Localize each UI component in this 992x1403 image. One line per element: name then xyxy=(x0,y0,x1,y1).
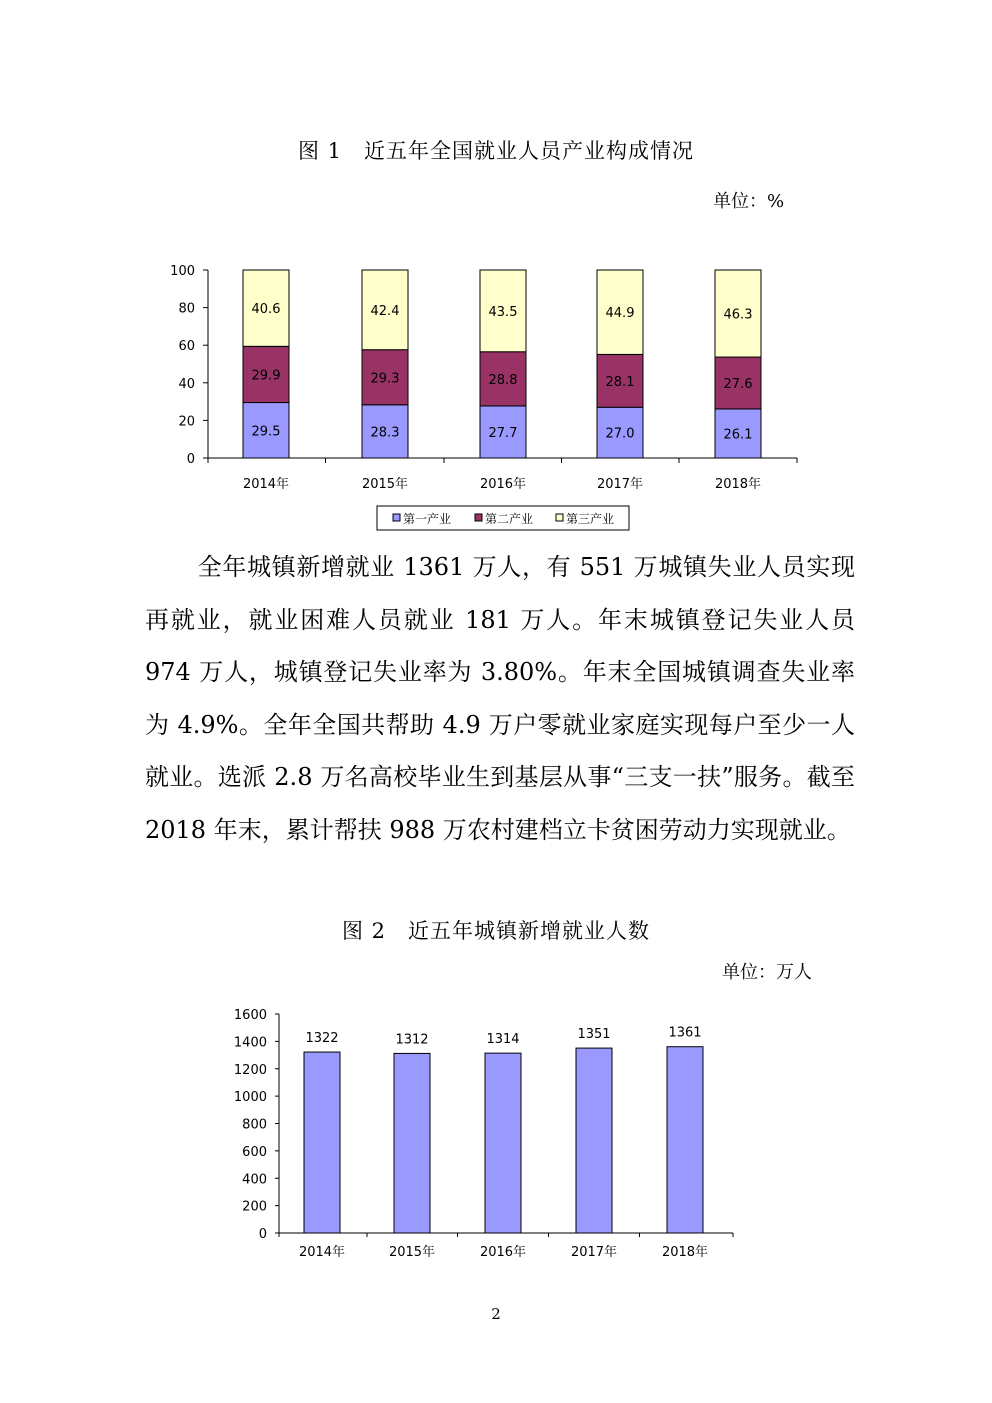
y-tick-label: 80 xyxy=(178,301,195,317)
figure1-chart xyxy=(0,0,992,540)
figure2-chart xyxy=(0,995,992,1275)
y-tick-label: 0 xyxy=(258,1227,267,1242)
data-label: 42.4 xyxy=(370,303,400,319)
x-tick-label: 2015年 xyxy=(361,477,409,492)
data-label: 28.1 xyxy=(605,374,635,390)
y-tick-label: 1400 xyxy=(233,1035,267,1051)
y-tick-label: 200 xyxy=(242,1199,267,1215)
x-tick-label: 2014年 xyxy=(242,477,290,492)
x-tick-label: 2016年 xyxy=(479,477,527,492)
y-tick-label: 0 xyxy=(186,452,195,467)
bar xyxy=(667,1047,703,1233)
bar xyxy=(304,1052,340,1233)
data-label: 29.5 xyxy=(251,424,281,440)
data-label: 1361 xyxy=(668,1025,702,1041)
body-paragraph-text: 全年城镇新增就业 1361 万人，有 551 万城镇失业人员实现再就业，就业困难人员就业 181 万人。年末城镇登记失业人员 974 万人，城镇登记失业率为 3.80%。年末全国城镇调查失业率为 4.9%。全年全国共帮助 4.9 万户零就业家庭实现每户至少一人就业。选派 2.8 万名高校毕业生到基层从事“三支一扶”服务。截至 2018 年末，累计帮扶 988 万农村建档立卡贫困劳动力实现就业。 xyxy=(145,553,855,844)
data-label: 46.3 xyxy=(723,307,753,323)
page-number: 2 xyxy=(491,1305,501,1323)
data-label: 28.8 xyxy=(488,372,518,388)
legend-swatch xyxy=(393,514,400,521)
bar xyxy=(485,1053,521,1233)
y-tick-label: 1600 xyxy=(233,1008,267,1023)
data-label: 29.3 xyxy=(370,371,400,387)
x-tick-label: 2017年 xyxy=(570,1245,618,1260)
y-tick-label: 400 xyxy=(242,1172,267,1188)
x-tick-label: 2016年 xyxy=(479,1245,527,1260)
data-label: 44.9 xyxy=(605,306,635,322)
bar xyxy=(576,1048,612,1233)
figure2-title: 图 2 近五年城镇新增就业人数 xyxy=(341,919,651,943)
legend-swatch xyxy=(475,514,482,521)
data-label: 40.6 xyxy=(251,302,281,318)
data-label: 28.3 xyxy=(370,425,400,441)
x-tick-label: 2014年 xyxy=(298,1245,346,1260)
y-tick-label: 60 xyxy=(178,339,195,355)
figure2-unit: 单位：万人 xyxy=(722,962,812,983)
data-label: 43.5 xyxy=(488,304,518,320)
y-tick-label: 100 xyxy=(170,264,195,279)
y-tick-label: 20 xyxy=(178,414,195,430)
data-label: 27.6 xyxy=(723,376,753,392)
y-tick-label: 40 xyxy=(178,376,195,392)
y-tick-label: 1000 xyxy=(233,1090,267,1106)
x-tick-label: 2017年 xyxy=(596,477,644,492)
bar xyxy=(394,1053,430,1233)
data-label: 26.1 xyxy=(723,427,753,443)
data-label: 29.9 xyxy=(251,368,281,384)
legend-label: 第三产业 xyxy=(566,512,615,526)
legend-label: 第二产业 xyxy=(485,512,534,526)
figure1-unit: 单位：% xyxy=(713,191,785,212)
y-tick-label: 600 xyxy=(242,1144,267,1160)
data-label: 1312 xyxy=(395,1032,429,1048)
body-paragraph xyxy=(145,541,855,856)
legend-swatch xyxy=(556,514,563,521)
data-label: 1351 xyxy=(577,1027,611,1043)
x-tick-label: 2018年 xyxy=(661,1245,709,1260)
data-label: 1314 xyxy=(486,1032,520,1048)
x-tick-label: 2015年 xyxy=(388,1245,436,1260)
figure1-title: 图 1 近五年全国就业人员产业构成情况 xyxy=(297,139,695,163)
data-label: 27.0 xyxy=(605,426,635,442)
data-label: 27.7 xyxy=(488,425,518,441)
y-tick-label: 800 xyxy=(242,1117,267,1133)
y-tick-label: 1200 xyxy=(233,1062,267,1078)
x-tick-label: 2018年 xyxy=(714,477,762,492)
data-label: 1322 xyxy=(305,1031,339,1047)
legend-label: 第一产业 xyxy=(403,512,452,526)
